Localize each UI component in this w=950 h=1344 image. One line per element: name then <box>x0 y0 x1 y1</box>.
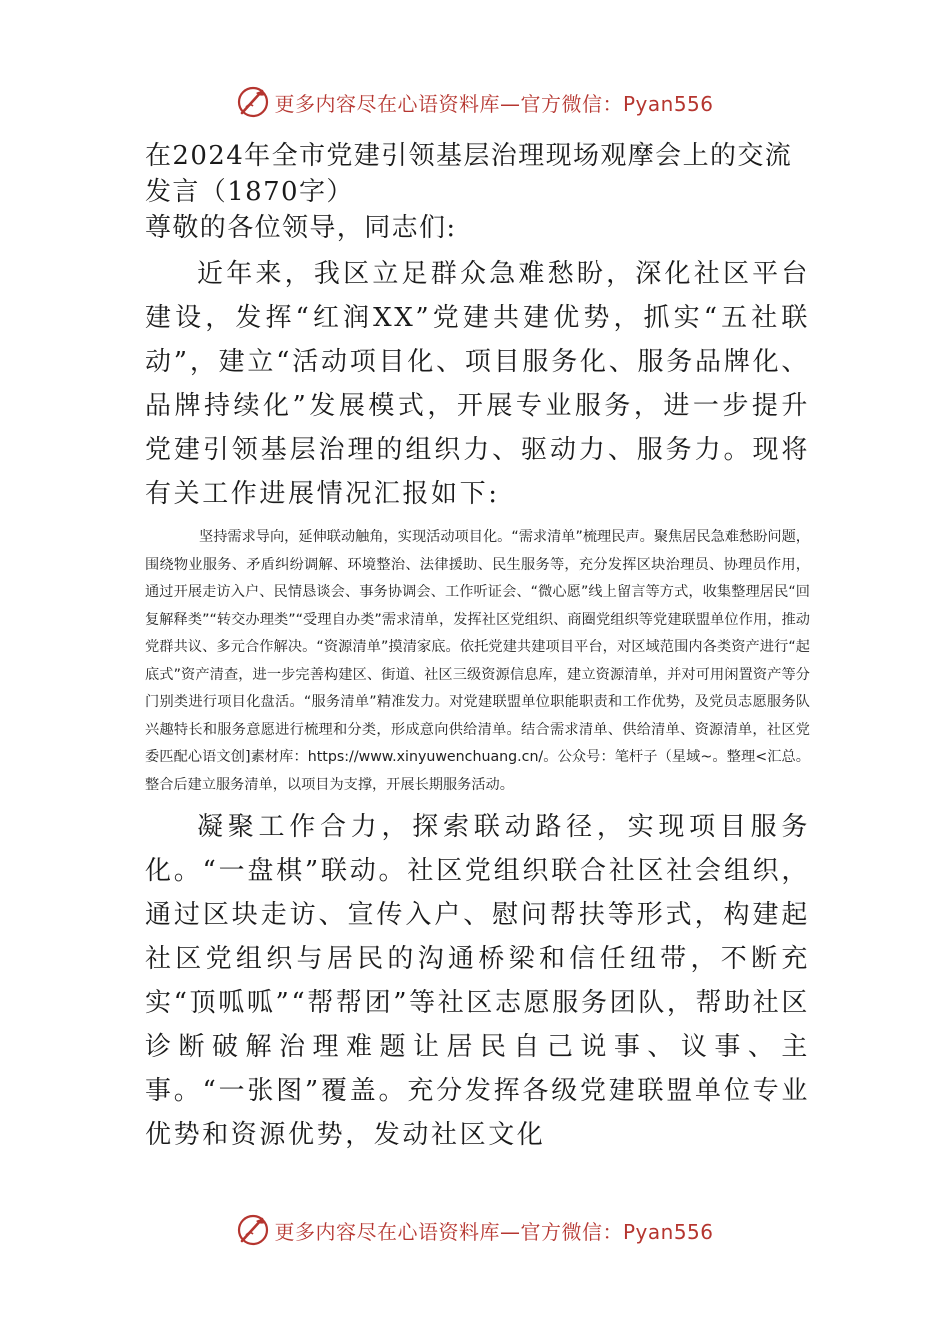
quill-seal-icon <box>236 85 270 119</box>
document-body <box>145 138 810 1157</box>
wechat-id: Pyan556 <box>622 1219 714 1244</box>
section1-paragraph: 坚持需求导向，延伸联动触角，实现活动项目化。“需求清单”梳理民声。聚焦居民急难愁盼问题，围绕物业服务、矛盾纠纷调解、环境整治、法律援助、民生服务等，充分发挥区块治理员、协理员作用，通过开展走访入户、民情恳谈会、事务协调会、工作听证会、“微心愿”线上留言等方式，收集整理居民“回复解释类”“转交办理类”“受理自办类”需求清单，发挥社区党组织、商圈党组织等党建联盟单位作用，推动党群共议、多元合作解决。“资源清单”摸清家底。依托党建共建项目平台，对区域范围内各类资产进行“起底式”资产清查，进一步完善构建区、街道、社区三级资源信息库，建立资源清单，并对可用闲置资产等分门别类进行项目化盘活。“服务清单”精准发力。对党建联盟单位职能职责和工作优势，及党员志愿服务队兴趣特长和服务意愿进行梳理和分类，形成意向供给清单。结合需求清单、供给清单、资源清单，社区党委匹配心语文创]素材库：https://www.xinyuwenchuang.cn/。公众号：笔杆子（星域~。整理<汇总。整合后建立服务清单，以项目为支撑，开展长期服务活动。 <box>145 529 810 793</box>
banner-text: 更多内容尽在心语资料库—官方微信：Pyan556 <box>274 1219 714 1244</box>
intro-paragraph: 近年来，我区立足群众急难愁盼，深化社区平台建设，发挥“红润XX”党建共建优势，抓实“五社联动”，建立“活动项目化、项目服务化、服务品牌化、品牌持续化”发展模式，开展专业服务，进一步提升党建引领基层治理的组织力、驱动力、服务力。现将有关工作进展情况汇报如下: <box>145 259 810 509</box>
section2-paragraph: 凝聚工作合力，探索联动路径，实现项目服务化。“一盘棋”联动。社区党组织联合社区社会组织，通过区块走访、宣传入户、慰问帮扶等形式，构建起社区党组织与居民的沟通桥梁和信任纽带，不断充实“顶呱呱”“帮帮团”等社区志愿服务团队，帮助社区诊断破解治理难题让居民自己说事、议事、主事。“一张图”覆盖。充分发挥各级党建联盟单位专业优势和资源优势，发动社区文化 <box>145 812 810 1150</box>
header-banner <box>0 82 950 122</box>
document-title: 在2024年全市党建引领基层治理现场观摩会上的交流发言（1870字） <box>145 141 793 207</box>
greeting: 尊敬的各位领导，同志们: <box>145 213 457 243</box>
footer-banner <box>0 1210 950 1250</box>
quill-seal-icon <box>236 1213 270 1247</box>
wechat-id: Pyan556 <box>622 91 714 116</box>
banner-text: 更多内容尽在心语资料库—官方微信：Pyan556 <box>274 91 714 116</box>
